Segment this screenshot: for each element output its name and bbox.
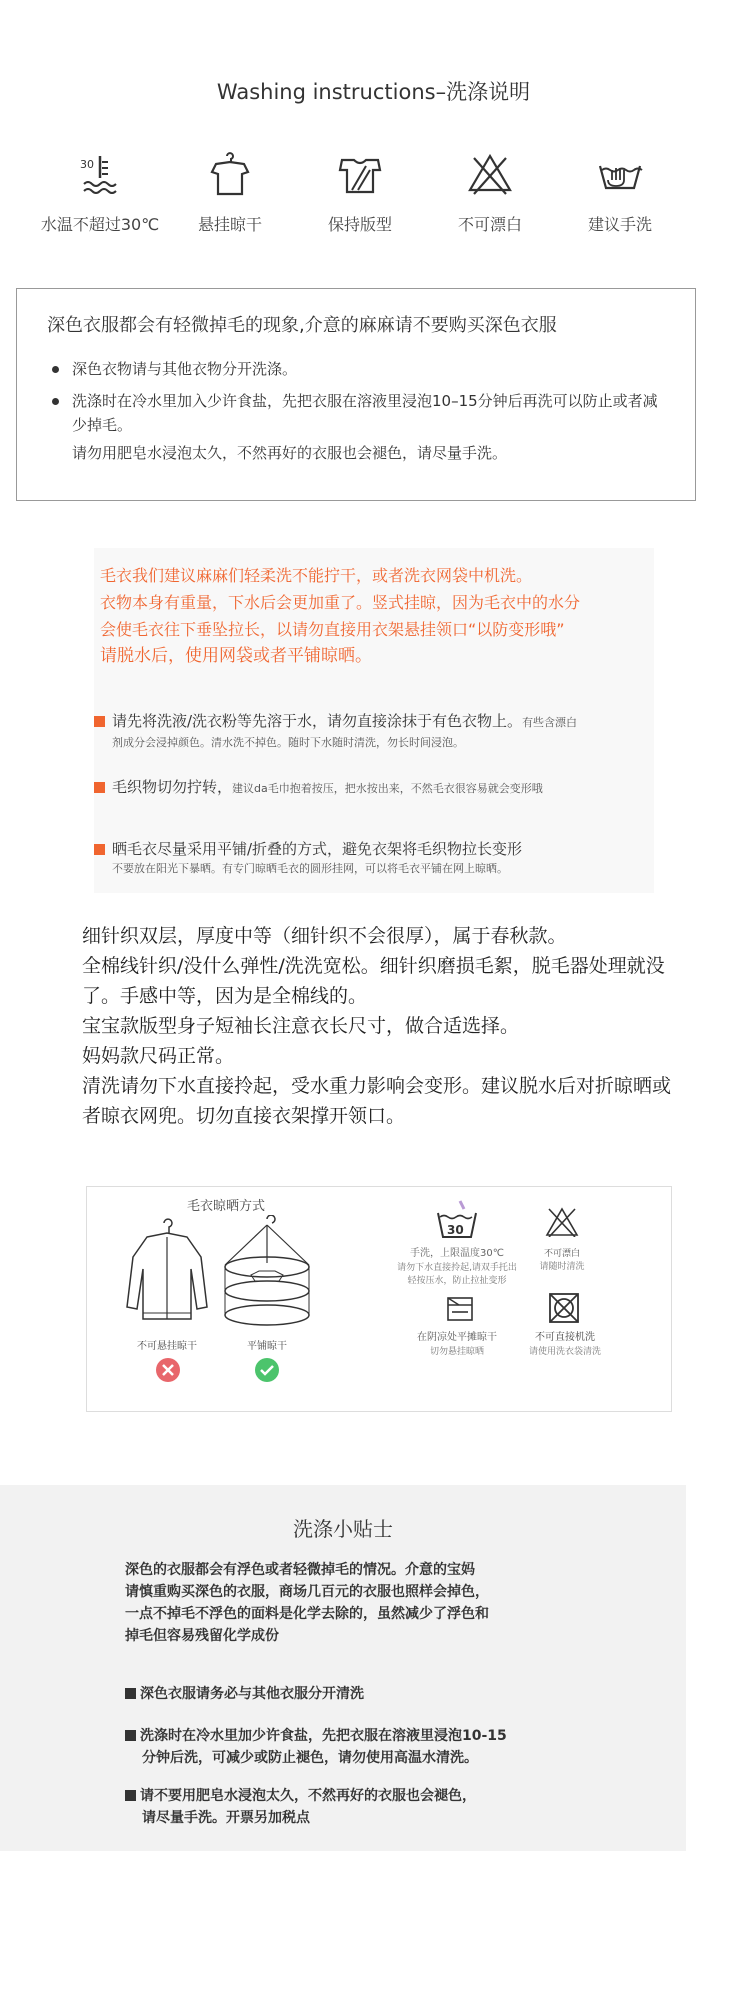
advice-line: 请脱水后，使用网袋或者平铺晾晒。 <box>100 646 372 666</box>
flat-shade-desc: 切勿悬挂晾晒 <box>429 1347 484 1357</box>
tip-item <box>125 1725 585 1769</box>
tip-sub: 剂成分会浸掉颜色。清水洗不掉色。随时下水随时清洗，勿长时间浸泡。 <box>112 736 464 749</box>
product-note: 妈妈款尺码正常。 <box>82 1045 235 1067</box>
notice-note: 请勿用肥皂水浸泡太久，不然再好的衣服也会褪色，请尽量手洗。 <box>72 444 508 462</box>
care-icon-cell <box>560 150 680 235</box>
svg-text:30: 30 <box>447 1223 464 1237</box>
no-machine-desc: 请使用洗衣袋清洗 <box>528 1347 601 1357</box>
notice-bullets <box>72 357 672 465</box>
tip-text: 请不要用肥皂水浸泡太久，不然再好的衣服也会褪色， <box>140 1788 476 1804</box>
svg-text:30: 30 <box>80 158 94 171</box>
tip-main: 请先将洗液/洗衣粉等先溶于水，请勿直接涂抹于有色衣物上。 <box>112 712 523 730</box>
flat-dry-label: 平铺晾干 <box>247 1341 287 1352</box>
tip-item <box>125 1683 585 1705</box>
square-bullet-icon <box>125 1730 136 1741</box>
square-bullet-icon <box>94 844 105 855</box>
no-bleach-desc: 请随时清洗 <box>539 1262 585 1272</box>
advice-tip <box>94 838 634 878</box>
no-hang-label: 不可悬挂晾干 <box>137 1341 197 1352</box>
product-note: 清洗请勿下水直接拎起，受水重力影响会变形。建议脱水后对折晾晒或者晾衣网兜。切勿直接衣架撑开领口。 <box>82 1075 672 1127</box>
wash30-desc: 轻按压水，防止拉扯变形 <box>407 1276 507 1286</box>
green-check-icon <box>254 1357 280 1383</box>
hand-wash-icon <box>596 150 644 198</box>
no-bleach-title: 不可漂白 <box>543 1249 580 1259</box>
flat-dry-shade-icon <box>445 1295 475 1323</box>
tips-intro-line: 掉毛但容易残留化学成份 <box>125 1628 279 1644</box>
tip-inline: 建议da毛巾抱着按压，把水按出来，不然毛衣很容易就会变形哦 <box>232 782 543 795</box>
tips-intro-line: 一点不掉毛不浮色的面料是化学去除的，虽然减少了浮色和 <box>125 1606 489 1622</box>
care-icon-cell <box>430 150 550 235</box>
notice-box <box>16 288 696 501</box>
list-item: 洗涤时在冷水里加入少许食盐，先把衣服在溶液里浸泡10–15分钟后再洗可以防止或者减少掉毛。 <box>72 389 672 437</box>
care-icon-cell <box>40 150 160 235</box>
hanging-cardigan-icon <box>117 1217 217 1329</box>
square-bullet-icon <box>94 782 105 793</box>
list-item: 深色衣物请与其他衣物分开洗涤。 <box>72 357 672 381</box>
square-bullet-icon <box>125 1790 136 1801</box>
advice-line: 衣物本身有重量，下水后会更加重了。竖式挂晾，因为毛衣中的水分 <box>100 593 581 612</box>
tip-text-cont: 请尽量手洗。开票另加税点 <box>142 1810 310 1826</box>
tip-inline: 有些含漂白 <box>522 716 578 729</box>
keep-shape-icon <box>336 150 384 198</box>
care-label: 水温不超过30℃ <box>40 215 160 234</box>
no-machine-wash-icon <box>547 1291 581 1325</box>
wash30-title: 手洗，上限温度30℃ <box>410 1248 504 1259</box>
tips-intro <box>125 1559 575 1647</box>
tip-text-cont: 分钟后洗，可减少或防止褪色，请勿使用高温水清洗。 <box>142 1750 478 1766</box>
flat-dry-net-icon <box>215 1215 319 1331</box>
tip-text: 洗涤时在冷水里加少许食盐，先把衣服在溶液里浸泡10-15 <box>140 1728 507 1744</box>
advice-tip <box>94 710 634 752</box>
tips-intro-line: 请慎重购买深色的衣服，商场几百元的衣服也照样会掉色， <box>125 1584 489 1600</box>
tip-main: 毛织物切勿拧转， <box>112 778 233 796</box>
advice-tip <box>94 776 634 800</box>
product-note: 全棉线针织/没什么弹性/洗洗宽松。细针织磨损毛絮，脱毛器处理就没了。手感中等，因为是全棉线的。 <box>82 955 665 1007</box>
flat-shade-title: 在阴凉处平摊晾干 <box>417 1332 497 1343</box>
no-machine-title: 不可直接机洗 <box>535 1332 595 1343</box>
hand-wash-30-icon <box>434 1199 480 1241</box>
care-icon-cell <box>170 150 290 235</box>
tips-intro-line: 深色的衣服都会有浮色或者轻微掉毛的情况。介意的宝妈 <box>125 1562 475 1578</box>
care-icons-row <box>40 150 680 235</box>
water-temp-30-icon <box>76 150 124 198</box>
product-notes <box>82 921 672 1131</box>
wash30-desc: 请勿下水直接拎起,请双手托出 <box>397 1263 517 1273</box>
notice-heading: 深色衣服都会有轻微掉毛的现象,介意的麻麻请不要购买深色衣服 <box>47 315 557 336</box>
drying-panel-title: 毛衣晾晒方式 <box>187 1199 266 1214</box>
tip-main: 晒毛衣尽量采用平铺/折叠的方式，避免衣架将毛织物拉长变形 <box>112 840 523 858</box>
care-icon-cell <box>300 150 420 235</box>
hang-dry-icon <box>206 150 254 198</box>
square-bullet-icon <box>94 716 105 727</box>
tips-title: 洗涤小贴士 <box>293 1517 393 1541</box>
tip-item <box>125 1785 585 1829</box>
square-bullet-icon <box>125 1688 136 1699</box>
sweater-advice-text <box>100 562 630 670</box>
sweater-advice-block <box>94 548 654 893</box>
advice-line: 毛衣我们建议麻麻们轻柔洗不能拧干，或者洗衣网袋中机洗。 <box>100 566 533 585</box>
care-label: 悬挂晾干 <box>197 215 262 234</box>
care-label: 建议手洗 <box>587 215 652 234</box>
red-cross-icon <box>155 1357 181 1383</box>
product-note: 宝宝款版型身子短袖长注意衣长尺寸，做合适选择。 <box>82 1015 520 1037</box>
care-label: 保持版型 <box>327 215 392 234</box>
drying-panel <box>86 1186 672 1412</box>
washing-tips-section <box>0 1485 686 1851</box>
tip-sub: 不要放在阳光下暴晒。有专门晾晒毛衣的圆形挂网，可以将毛衣平铺在网上晾晒。 <box>112 862 508 875</box>
product-note: 细针织双层，厚度中等（细针织不会很厚），属于春秋款。 <box>82 925 567 947</box>
advice-line: 会使毛衣往下垂坠拉长，以请勿直接用衣架悬挂领口“以防变形哦” <box>100 620 565 639</box>
no-bleach-icon <box>466 150 514 198</box>
care-label: 不可漂白 <box>457 215 522 234</box>
page-title: Washing instructions–洗涤说明 <box>216 80 531 104</box>
tip-text: 深色衣服请务必与其他衣服分开清洗 <box>140 1686 364 1702</box>
no-bleach-icon <box>545 1207 579 1237</box>
